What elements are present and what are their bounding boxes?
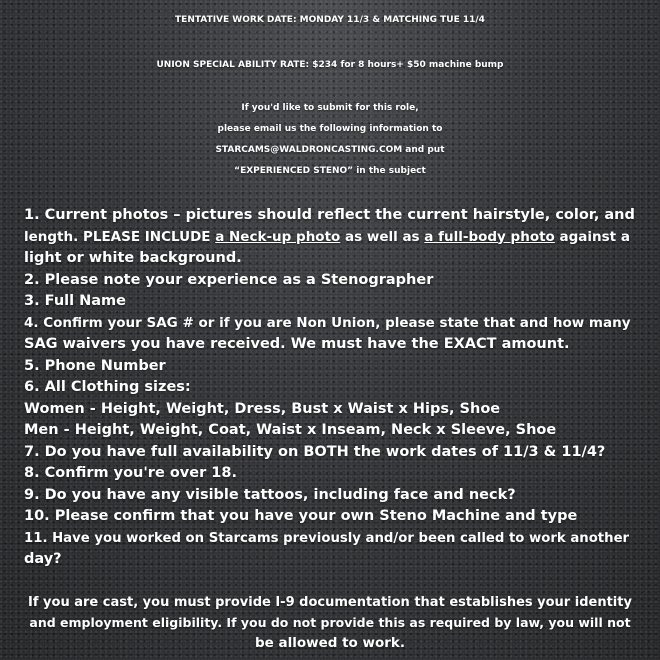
item-1-line-1: 1. Current photos – pictures should reflect the current hairstyle, color, and <box>24 207 635 223</box>
item-9: 9. Do you have any visible tattoos, including face and neck? <box>24 486 516 503</box>
requirements-list <box>24 205 636 571</box>
submit-subject-line: “EXPERIENCED STENO” in the subject <box>234 166 426 176</box>
item-1-mid: as well as <box>340 228 425 245</box>
submit-line-2: please email us the following information to <box>217 124 443 134</box>
full-body-photo-text: a full-body photo <box>424 228 555 245</box>
rate-heading: UNION SPECIAL ABILITY RATE: $234 for 8 hours+ $50 machine bump <box>156 60 504 70</box>
item-11-line-1: 11. Have you worked on Starcams previously and/or been called to work another <box>24 530 630 546</box>
item-2: 2. Please note your experience as a Stenographer <box>24 271 434 288</box>
item-1-line-2 <box>24 227 636 249</box>
item-1-pre: length. PLEASE INCLUDE <box>24 228 216 245</box>
item-1-line-3: light or white background. <box>24 250 242 266</box>
submission-instructions <box>0 98 660 182</box>
notice-line-3: be allowed to work. <box>254 635 406 651</box>
neck-up-photo-text: a Neck-up photo <box>215 228 341 245</box>
item-7: 7. Do you have full availability on BOTH the work dates of 11/3 & 11/4? <box>24 443 606 460</box>
notice-line-2: and employment eligibility. If you do not provide this as required by law, you will not <box>29 615 631 630</box>
item-6-women: Women - Height, Weight, Dress, Bust x Waist x Hips, Shoe <box>24 400 501 417</box>
work-date-heading: TENTATIVE WORK DATE: MONDAY 11/3 & MATCHING TUE 11/4 <box>175 15 485 25</box>
submit-email-line: STARCAMS@WALDRONCASTING.COM and put <box>215 145 445 155</box>
item-1-post: against a <box>554 228 630 245</box>
item-5: 5. Phone Number <box>24 357 166 374</box>
item-8: 8. Confirm you're over 18. <box>24 465 237 481</box>
item-10: 10. Please confirm that you have your own Steno Machine and type <box>24 508 578 524</box>
item-3: 3. Full Name <box>24 293 127 309</box>
i9-notice <box>24 593 636 653</box>
item-6-men: Men - Height, Weight, Coat, Waist x Inseam, Neck x Sleeve, Shoe <box>24 422 557 438</box>
item-11-line-2: day? <box>24 551 62 567</box>
item-4-line-2: SAG waivers you have received. We must have the EXACT amount. <box>24 336 570 352</box>
notice-line-1: If you are cast, you must provide I-9 documentation that establishes your identity <box>28 595 632 610</box>
item-4-line-1: 4. Confirm your SAG # or if you are Non Union, please state that and how many <box>24 314 631 331</box>
submit-line-1: If you'd like to submit for this role, <box>241 103 419 113</box>
item-6: 6. All Clothing sizes: <box>24 379 191 395</box>
